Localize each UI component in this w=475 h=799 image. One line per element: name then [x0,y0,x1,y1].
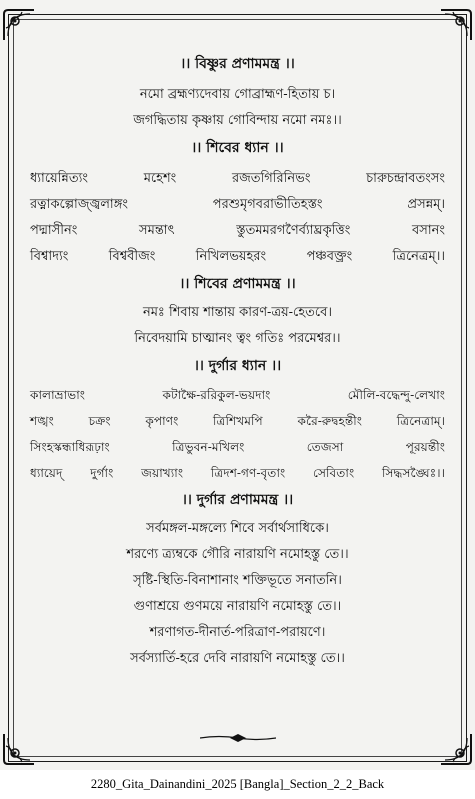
verse-line: গুণাশ্রয়ে গুণময়ে নারায়ণি নমোহস্তু তে।। [133,599,342,614]
corner-ornament-icon [2,732,36,766]
verse-line: শরণ্যে ত্র্যম্বকে গৌরি নারায়ণি নমোহস্তু তে।। [126,547,349,562]
verse-line: নমো ব্রহ্মণ্যদেবায় গোব্রাহ্মণ-হিতায় চ। [139,87,336,102]
section-heading: ।। বিষ্ণুর প্রণামমন্ত্র ।। [180,56,295,72]
prayer-section [24,490,451,672]
verse-line: বিশ্বাদ্যং বিশ্ববীজং নিখিলভয়হরং পঞ্চবক্ত্রং ত্রিনেত্রম্।। [30,249,445,264]
corner-ornament-icon [2,8,36,42]
verse-line: শরণাগত-দীনার্ত-পরিত্রাণ-পরায়ণে। [149,625,326,640]
section-heading: ।। শিবের প্রণামমন্ত্র ।। [179,276,296,292]
verse-line: সর্বমঙ্গল-মঙ্গল্যে শিবে সর্বার্থসাধিকে। [146,521,329,536]
prayer-section [24,138,451,270]
section-heading: ।। শিবের ধ্যান ।। [191,140,284,156]
corner-ornament-icon [439,732,473,766]
verse-line: সৃষ্টি-স্থিতি-বিনাশানাং শক্তিভূতে সনাতনি। [133,573,342,588]
prayer-section [24,356,451,486]
ornamental-divider-icon [200,728,276,738]
section-heading: ।। দুর্গার ধ্যান ।। [193,358,282,374]
prayer-section [24,54,451,134]
verse-line: কালাভ্রাভাং কটাক্ষৈ-ররিকুল-ভয়দাং মৌলি-বদ্ধেন্দু-লেখাং [30,388,445,402]
prayer-section [24,274,451,352]
corner-ornament-icon [439,8,473,42]
verse-line: জগদ্ধিতায় কৃষ্ণায় গোবিন্দায় নমো নমঃ।। [133,113,342,128]
verse-line: সিংহস্কন্ধাধিরূঢ়াং ত্রিভুবন-মখিলং তেজসা পূরয়ন্তীং [30,440,445,454]
file-caption: 2280_Gita_Dainandini_2025 [Bangla]_Section_2_2_Back [90,777,385,791]
verse-line: রত্নাকল্পোজ্জ্বলাঙ্গং পরশুমৃগবরাভীতিহস্তং প্রসন্নম্। [30,197,445,212]
page-content [24,54,451,672]
verse-line: ধ্যায়েদ্ দুর্গাং জয়াখ্যাং ত্রিদশ-গণ-বৃতাং সেবিতাং সিদ্ধসঙ্ঘৈঃ।। [30,466,445,480]
verse-line: নমঃ শিবায় শান্তায় কারণ-ত্রয়-হেতবে। [142,305,333,320]
verse-line: ধ্যায়েন্নিত্যং মহেশং রজতগিরিনিভং চারুচন্দ্রাবতংসং [30,171,445,186]
verse-line: নিবেদয়ামি চাত্মানং ত্বং গতিঃ পরমেশ্বর।। [134,331,341,346]
verse-line: শঙ্খং চক্রং কৃপাণং ত্রিশিখমপি করৈ-রুদ্বহন্তীং ত্রিনেত্রাম্। [30,414,445,428]
verse-line: পদ্মাসীনং সমন্তাৎ স্তুতমমরগণৈর্ব্যাঘ্রকৃত্তিং বসানং [30,223,445,238]
section-heading: ।। দুর্গার প্রণামমন্ত্র ।। [181,492,294,508]
verse-line: সর্বস্যার্তি-হরে দেবি নারায়ণি নমোহস্তু তে।। [130,651,345,666]
